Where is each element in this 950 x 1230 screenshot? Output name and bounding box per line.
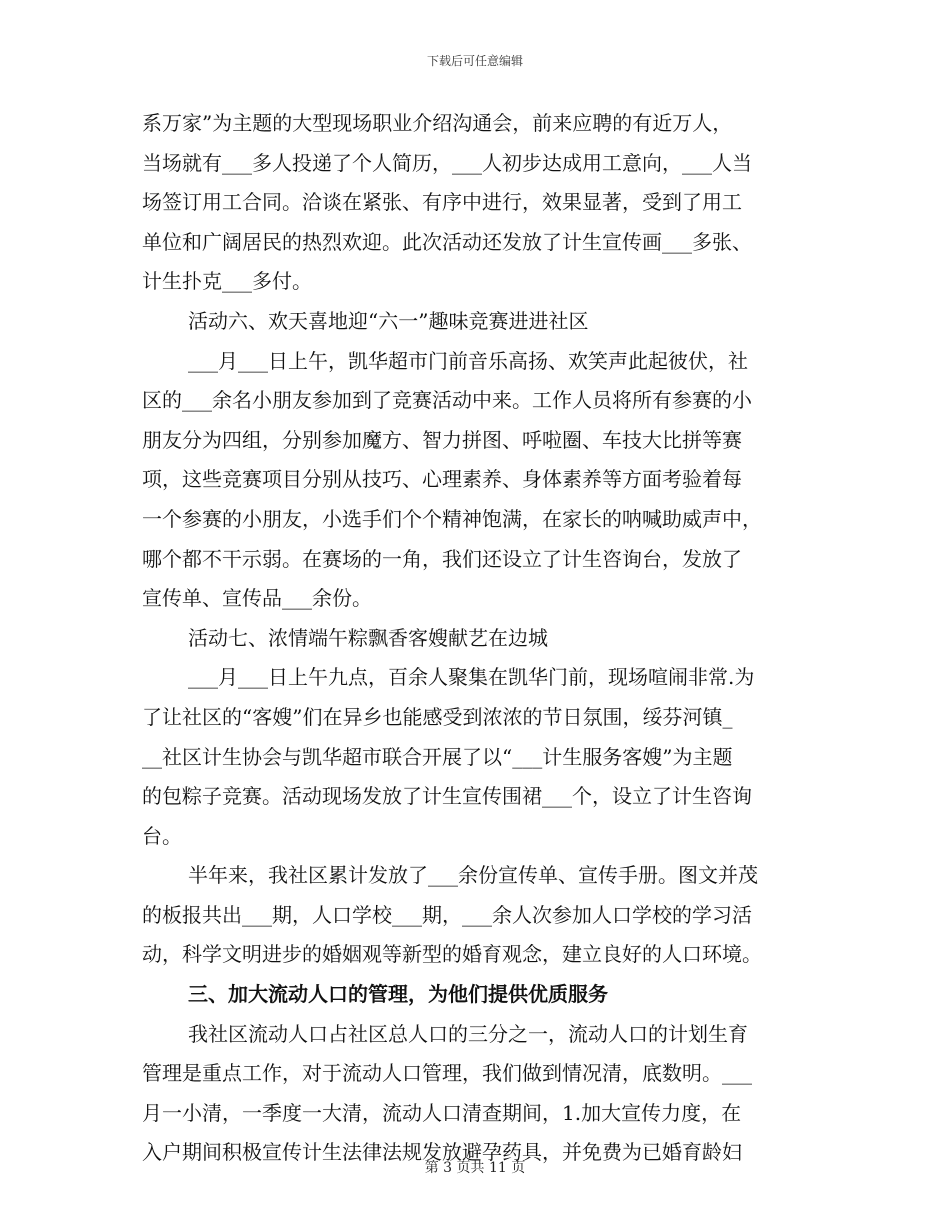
section-heading-3: 三、加大流动人口的管理，为他们提供优质服务 — [188, 982, 608, 1007]
body-line: 台。 — [142, 823, 182, 848]
body-line: 哪个都不干示弱。在赛场的一角，我们还设立了计生咨询台，发放了 — [142, 546, 742, 571]
body-line: 场签订用工合同。洽谈在紧张、有序中进行，效果显著，受到了用工 — [142, 190, 742, 215]
body-line: 月一小清，一季度一大清，流动人口清查期间，1.加大宣传力度，在 — [142, 1100, 742, 1125]
body-line: 朋友分为四组，分别参加魔方、智力拼图、呼啦圈、车技大比拼等赛 — [142, 427, 742, 452]
body-line: 我社区流动人口占社区总人口的三分之一，流动人口的计划生育 — [188, 1021, 748, 1046]
body-line: 项，这些竞赛项目分别从技巧、心理素养、身体素养等方面考验着每 — [142, 467, 742, 492]
body-line: 的板报共出___期，人口学校___期，___余人次参加人口学校的学习活 — [142, 902, 752, 927]
document-body — [142, 104, 810, 1173]
body-line: 的包粽子竞赛。活动现场发放了计生宣传围裙___个，设立了计生咨询 — [142, 784, 752, 809]
page-header: 下载后可任意编辑 — [426, 54, 523, 68]
body-line: 动，科学文明进步的婚姻观等新型的婚育观念，建立良好的人口环境。 — [142, 942, 762, 967]
body-line: __社区计生协会与凯华超市联合开展了以“___计生服务客嫂”为主题 — [142, 744, 733, 769]
body-line: 一个参赛的小朋友，小选手们个个精神饱满，在家长的呐喊助威声中， — [142, 506, 762, 531]
body-line: 了让社区的“客嫂”们在异乡也能感受到浓浓的节日氛围，绥芬河镇_ — [142, 704, 733, 729]
body-line: 当场就有___多人投递了个人简历，___人初步达成用工意向，___人当 — [142, 150, 752, 175]
body-line: 区的___余名小朋友参加到了竞赛活动中来。工作人员将所有参赛的小 — [142, 388, 752, 413]
body-line: ___月___日上午，凯华超市门前音乐高扬、欢笑声此起彼伏，社 — [188, 348, 748, 373]
section-title-activity-6: 活动六、欢天喜地迎“六一”趣味竞赛进进社区 — [188, 308, 589, 333]
body-line: 半年来，我社区累计发放了___余份宣传单、宣传手册。图文并茂 — [188, 863, 758, 888]
body-line: ___月___日上午九点，百余人聚集在凯华门前，现场喧闹非常.为 — [188, 665, 755, 690]
body-line: 入户期间积极宣传计生法律法规发放避孕药具，并免费为已婚育龄妇 — [142, 1140, 742, 1165]
page-number-footer: 第 3 页共 11 页 — [424, 1160, 526, 1176]
body-line: 单位和广阔居民的热烈欢迎。此次活动还发放了计生宣传画___多张、 — [142, 229, 752, 254]
section-title-activity-7: 活动七、浓情端午粽飘香客嫂献艺在边城 — [188, 625, 548, 650]
body-line: 宣传单、宣传品___余份。 — [142, 586, 372, 611]
body-line: 系万家”为主题的大型现场职业介绍沟通会，前来应聘的有近万人， — [142, 111, 733, 135]
body-line: 计生扑克___多付。 — [142, 269, 312, 294]
body-line: 管理是重点工作，对于流动人口管理，我们做到情况清，底数明。___ — [142, 1061, 752, 1086]
